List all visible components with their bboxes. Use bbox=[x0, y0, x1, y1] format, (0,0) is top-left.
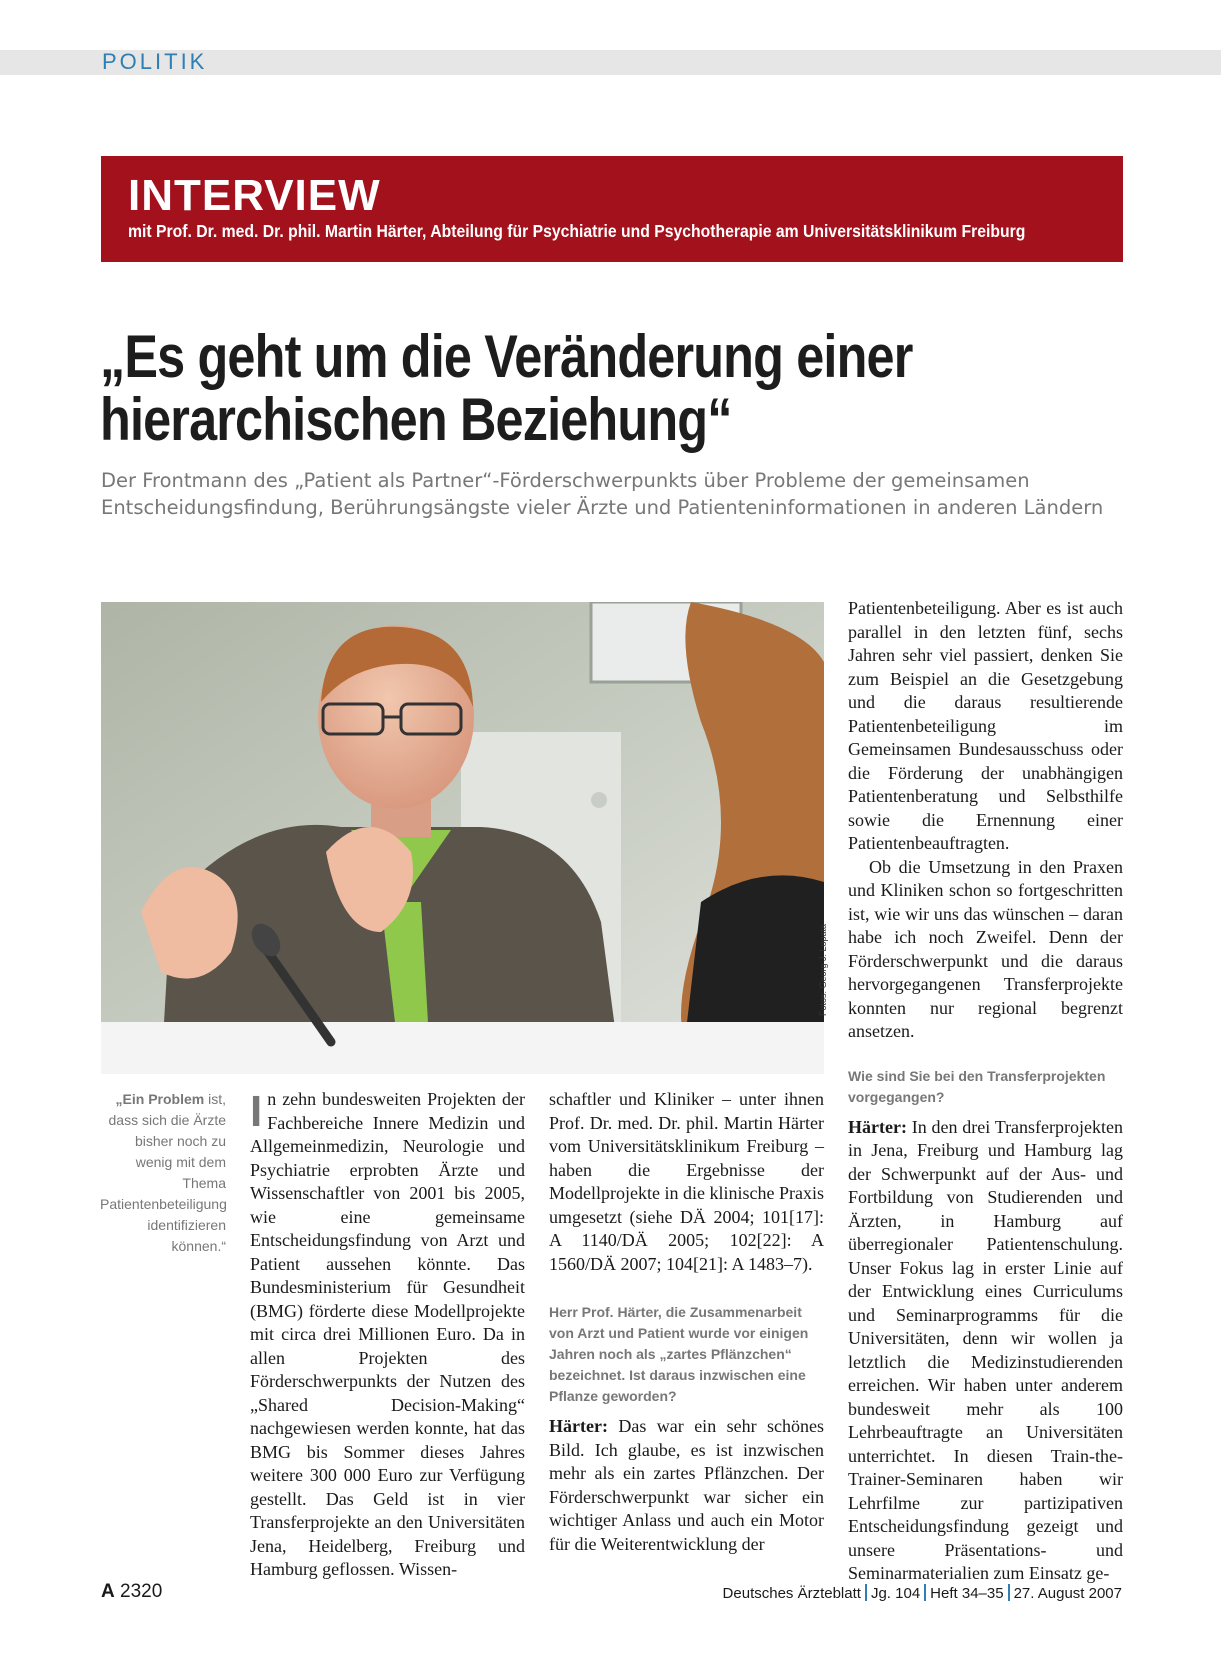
footer-citation bbox=[723, 1584, 1122, 1602]
article-paragraph: schaftler und Kliniker – unter ihnen Prof. Dr. med. Dr. phil. Martin Härter vom Universitätsklinikum Freiburg – haben die Ergebnisse der Modellprojekte in die klinische Praxis umgesetzt (siehe DÄ 2004; 101[17]: A 1140/DÄ 2005; 102[22]: A 1560/DÄ 2007; 104[21]: A 1483–7). bbox=[549, 1089, 824, 1274]
section-label: POLITIK bbox=[102, 49, 208, 74]
page-number-value: 2320 bbox=[120, 1581, 163, 1602]
journal-name: Deutsches Ärzteblatt bbox=[722, 1585, 861, 1602]
interview-banner bbox=[101, 156, 1123, 262]
drop-cap: I bbox=[250, 1087, 263, 1136]
headline: „Es geht um die Veränderung einer hierarchischen Beziehung“ bbox=[100, 323, 913, 453]
interview-question: Herr Prof. Härter, die Zusammenarbeit von Arzt und Patient wurde vor einigen Jahren noch als „zartes Pflänzchen“ bezeichnet. Ist daraus inzwischen eine Pflanze geworden? bbox=[549, 1304, 809, 1404]
page-number bbox=[101, 1581, 162, 1603]
interview-photo bbox=[101, 602, 824, 1074]
interview-subtitle: mit Prof. Dr. med. Dr. phil. Martin Härter, Abteilung für Psychiatrie und Psychotherapie am Universitätsklinikum Freiburg bbox=[128, 221, 1026, 241]
interview-question: Wie sind Sie bei den Transferprojekten vorgegangen? bbox=[848, 1067, 1106, 1105]
footer-separator bbox=[924, 1584, 926, 1601]
article-column-3 bbox=[848, 597, 1123, 1586]
article-column-1 bbox=[250, 1088, 525, 1582]
pull-quote-text: ist, dass sich die Ärzte bisher noch zu wenig mit dem Thema Patientenbeteiligung identifizieren können.“ bbox=[100, 1091, 227, 1254]
issue-date: 27. August 2007 bbox=[1013, 1585, 1122, 1602]
interview-answer bbox=[848, 1116, 1123, 1586]
article-paragraph bbox=[250, 1088, 525, 1582]
journal-issue: Heft 34–35 bbox=[930, 1585, 1004, 1602]
photo-illustration bbox=[101, 602, 824, 1074]
interview-title: INTERVIEW bbox=[128, 171, 381, 220]
page-prefix: A bbox=[101, 1581, 115, 1602]
interview-answer bbox=[549, 1415, 824, 1556]
pull-quote bbox=[100, 1089, 226, 1257]
footer-separator bbox=[1008, 1584, 1010, 1601]
answer-text: Das war ein sehr schönes Bild. Ich glaube, es ist inzwischen mehr als ein zartes Pflänzchen. Der Förderschwerpunkt war sicher ein wichtiger Anlass und auch ein Motor für die Weiterentwicklung der bbox=[549, 1416, 824, 1554]
article-paragraph: Ob die Umsetzung in den Praxen und Kliniken schon so fortgeschritten ist, wie wir uns das wünschen – daran habe ich noch Zweifel. Denn der Förderschwerpunkt und die daraus hervorgegangenen Transferprojekte konnten nur regional begrenzt ansetzen. bbox=[848, 856, 1123, 1041]
photo-credit: Fotos: Georg J. Lopata bbox=[818, 923, 828, 1016]
answer-text: In den drei Transferprojekten in Jena, Freiburg und Hamburg lag der Schwerpunkt auf der Aus- und Fortbildung von Studierenden und Ärzten, in Hamburg auf überregionaler Patientenschulung. Unser Fokus lag in erster Linie auf der Entwicklung eines Curriculums und Seminarprogramms für die Universitäten, denn wir wollen ja letztlich die Medizinstudierenden erreichen. Wir haben unter anderem bundesweit mehr als 100 Lehrbeauftragte an Universitäten unterrichtet. In diesen Train-the-Trainer-Seminaren haben wir Lehrfilme zur partizipativen Entscheidungsfindung gezeigt und unsere Präsentations- und Seminarmaterialien zum Einsatz ge- bbox=[848, 1116, 1124, 1583]
speaker-label: Härter: bbox=[549, 1416, 608, 1436]
footer-separator bbox=[865, 1584, 867, 1601]
deck: Der Frontmann des „Patient als Partner“-Förderschwerpunkts über Probleme der gemeinsamen Entscheidungsfindung, Berührungsängste vieler Ärzte und Patienteninformationen in anderen Ländern bbox=[101, 469, 1104, 519]
speaker-label: Härter: bbox=[848, 1116, 907, 1137]
article-column-2 bbox=[549, 1088, 824, 1556]
journal-volume: Jg. 104 bbox=[870, 1585, 921, 1602]
article-paragraph: Patientenbeteiligung. Aber es ist auch parallel in den letzten fünf, sechs Jahren sehr viel passiert, denken Sie zum Beispiel an die Gesetzgebung und die daraus resultierende Patientenbeteiligung im Gemeinsamen Bundesausschuss oder die Förderung der unabhängigen Patientenberatung und Selbsthilfe sowie die Ernennung einer Patientenbeauftragten. bbox=[848, 598, 1123, 853]
pull-quote-lead: „Ein Problem bbox=[115, 1091, 205, 1107]
article-intro-text: n zehn bundesweiten Projekten der Fachbereiche Innere Medizin und Allgemeinmedizin, Neurologie und Psychiatrie erprobten Ärzte und Wissenschaftler von 2001 bis 2005, wie eine gemeinsame Entscheidungsfindung von Arzt und Patient aussehen könnte. Das Bundesministerium für Gesundheit (BMG) förderte diese Modellprojekte mit circa drei Millionen Euro. Da in allen Projekten des Förderschwerpunkts der Nutzen des „Shared Decision-Making“ nachgewiesen werden konnte, hat das BMG bis Sommer dieses Jahres weitere 300 000 Euro zur Verfügung gestellt. Das Geld ist in vier Transferprojekte an den Universitäten Jena, Heidelberg, Freiburg und Hamburg geflossen. Wissen- bbox=[250, 1089, 525, 1579]
